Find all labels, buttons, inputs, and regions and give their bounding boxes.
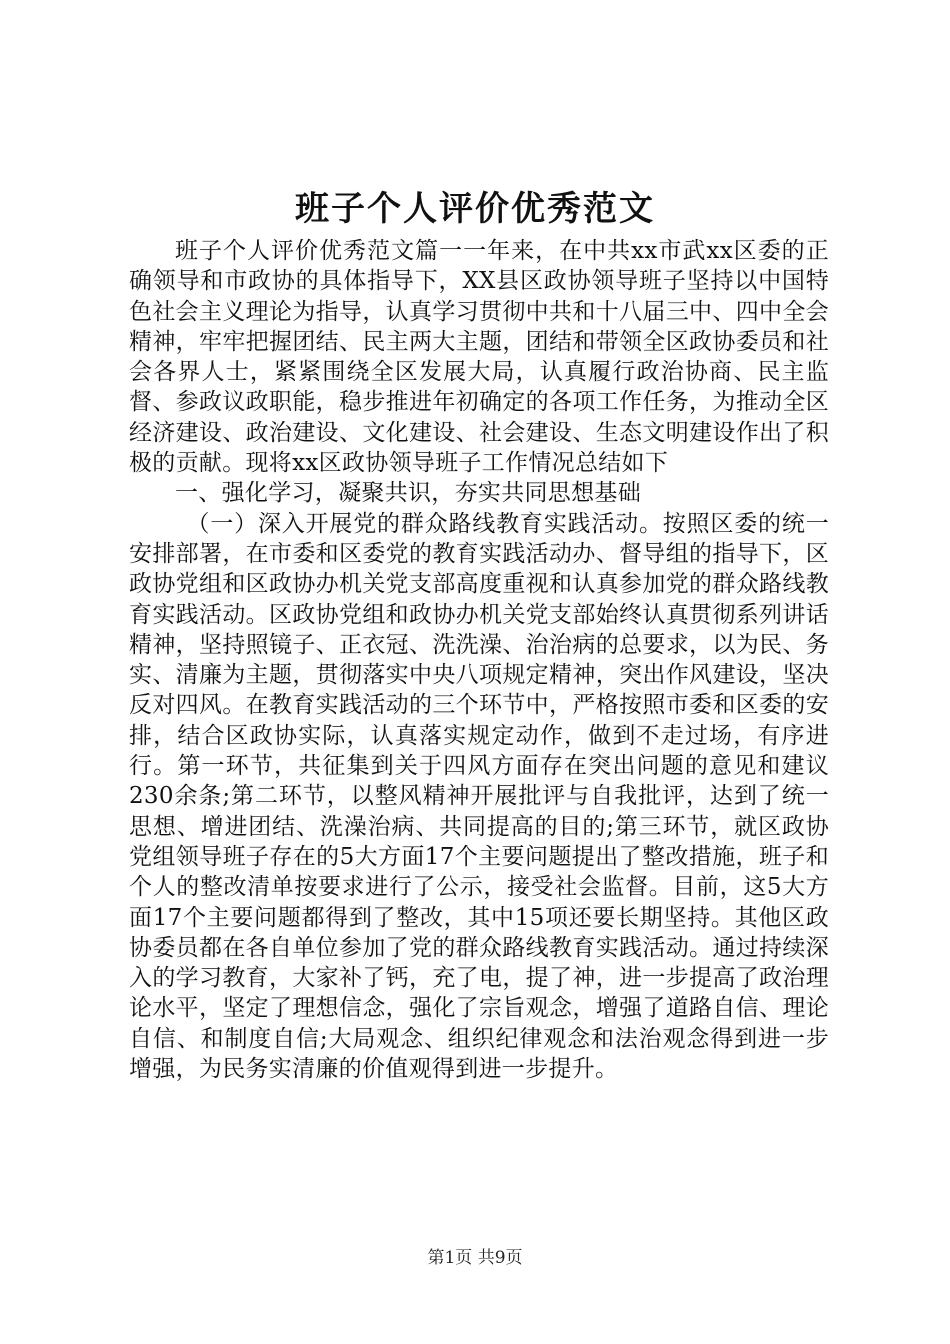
document-body — [129, 236, 829, 1084]
document-title: 班子个人评价优秀范文 — [295, 189, 655, 229]
section-heading: 一、强化学习，凝聚共识，夯实共同思想基础 — [175, 480, 641, 507]
subsection-paragraph: （一）深入开展党的群众路线教育实践活动。按照区委的统一安排部署，在市委和区委党的教育实践活动办、督导组的指导下，区政协党组和区政协办机关党支部高度重视和认真参加党的群众路线教育实践活动。区政协党组和政协办机关党支部始终认真贯彻系列讲话精神，坚持照镜子、正衣冠、洗洗澡、治治病的总要求，以为民、务实、清廉为主题，贯彻落实中央八项规定精神，突出作风建设，坚决反对四风。在教育实践活动的三个环节中，严格按照市委和区委的安排，结合区政协实际，认真落实规定动作，做到不走过场，有序进行。第一环节，共征集到关于四风方面存在突出问题的意见和建议230余条;第二环节，以整风精神开展批评与自我批评，达到了统一思想、增进团结、洗澡治病、共同提高的目的;第三环节，就区政协党组领导班子存在的5大方面17个主要问题提出了整改措施，班子和个人的整改清单按要求进行了公示，接受社会监督。目前，这5大方面17个主要问题都得到了整改，其中15项还要长期坚持。其他区政协委员都在各自单位参加了党的群众路线教育实践活动。通过持续深入的学习教育，大家补了钙，充了电，提了神，进一步提高了政治理论水平，坚定了理想信念，强化了宗旨观念，增强了道路自信、理论自信、和制度自信;大局观念、组织纪律观念和法治观念得到进一步增强，为民务实清廉的价值观得到进一步提升。 — [129, 510, 829, 1083]
intro-paragraph: 班子个人评价优秀范文篇一一年来，在中共xx市武xx区委的正确领导和市政协的具体指导下，XX县区政协领导班子坚持以中国特色社会主义理论为指导，认真学习贯彻中共和十八届三中、四中全会精神，牢牢把握团结、民主两大主题，团结和带领全区政协委员和社会各界人士，紧紧围绕全区发展大局，认真履行政治协商、民主监督、参政议政职能，稳步推进年初确定的各项工作任务，为推动全区经济建设、政治建设、文化建设、社会建设、生态文明建设作出了积极的贡献。现将xx区政协领导班子工作情况总结如下 — [129, 238, 829, 477]
page-number: 第1页 共9页 — [427, 1248, 523, 1268]
